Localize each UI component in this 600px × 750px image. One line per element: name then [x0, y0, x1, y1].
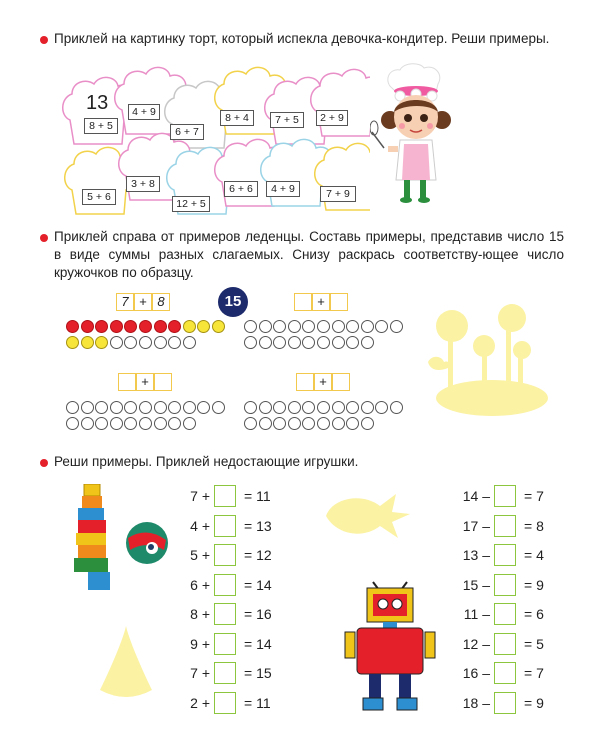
equation-row — [180, 514, 272, 538]
counting-circle[interactable] — [95, 401, 108, 414]
equation-left: 14 – — [462, 488, 490, 504]
answer-box[interactable] — [214, 544, 236, 566]
counting-circle[interactable] — [288, 336, 301, 349]
equation-row — [180, 602, 272, 626]
equation-right: = 4 — [524, 547, 544, 563]
hat-expression: 4 + 9 — [128, 104, 160, 120]
counting-circle[interactable] — [390, 401, 403, 414]
counting-circle[interactable] — [302, 320, 315, 333]
hat-expression: 4 + 9 — [266, 181, 300, 197]
ball-toy-illustration — [124, 520, 170, 566]
counting-circle — [154, 320, 167, 333]
equation-row — [180, 691, 271, 715]
counting-circle[interactable] — [183, 401, 196, 414]
counting-circle — [154, 336, 167, 349]
equation-row — [460, 632, 544, 656]
counting-circle[interactable] — [244, 320, 257, 333]
counting-circle[interactable] — [361, 336, 374, 349]
hat-expression: 12 + 5 — [172, 196, 210, 212]
counting-circle[interactable] — [346, 417, 359, 430]
addend-field[interactable] — [332, 373, 350, 391]
counting-circle — [212, 320, 225, 333]
hat-expression: 8 + 5 — [84, 118, 118, 134]
equation-left: 7 + — [190, 488, 210, 504]
counting-circle[interactable] — [95, 417, 108, 430]
cone-sticker-placeholder — [96, 624, 156, 702]
counting-circle[interactable] — [139, 401, 152, 414]
answer-box[interactable] — [494, 633, 516, 655]
counting-circle[interactable] — [361, 417, 374, 430]
equation-right: = 9 — [524, 694, 544, 711]
counting-circle[interactable] — [259, 417, 272, 430]
counting-circle[interactable] — [66, 401, 79, 414]
task2-bullet — [40, 234, 48, 242]
equation-right: = 13 — [244, 517, 272, 534]
counting-circle[interactable] — [110, 401, 123, 414]
counting-circle[interactable] — [332, 401, 345, 414]
equation-left: 7 + — [190, 665, 210, 681]
counting-circle[interactable] — [288, 401, 301, 414]
equation-left: 2 + — [190, 694, 210, 711]
counting-circle[interactable] — [317, 417, 330, 430]
counting-circle[interactable] — [361, 320, 374, 333]
counting-circle[interactable] — [317, 401, 330, 414]
lollipop-sticker-placeholder — [422, 302, 552, 422]
counting-circle — [168, 320, 181, 333]
sum-box-bottom-left[interactable] — [118, 373, 172, 391]
counting-circle — [197, 320, 210, 333]
counting-circle[interactable] — [375, 320, 388, 333]
equation-left: 17 – — [462, 517, 490, 534]
equation-left: 9 + — [190, 635, 210, 652]
equation-right: = 15 — [244, 665, 272, 681]
equation-left: 8 + — [190, 606, 210, 622]
counting-circle[interactable] — [302, 417, 315, 430]
counting-circle[interactable] — [332, 320, 345, 333]
counting-circle — [95, 336, 108, 349]
equation-right: = 14 — [244, 576, 272, 593]
answer-box[interactable] — [214, 574, 236, 596]
hat-expression: 2 + 9 — [316, 110, 348, 126]
equation-right: = 7 — [524, 488, 544, 504]
equation-left: 6 + — [190, 576, 210, 593]
counting-circle[interactable] — [168, 417, 181, 430]
equation-right: = 6 — [524, 606, 544, 622]
counting-circle[interactable] — [66, 417, 79, 430]
counting-circle[interactable] — [154, 417, 167, 430]
counting-circle — [110, 336, 123, 349]
counting-circle — [66, 336, 79, 349]
task2-text: Приклей справа от примеров леденцы. Составь примеры, представив число 15 в виде суммы разных слагаемых. Снизу раскрась соответству-ющее число кружочков по образцу. — [54, 229, 564, 280]
equation-left: 15 – — [462, 576, 490, 593]
chef-girl-illustration — [370, 62, 460, 212]
equation-row — [180, 543, 272, 567]
task1-bullet — [40, 36, 48, 44]
task3-text: Реши примеры. Приклей недостающие игрушки. — [54, 454, 359, 469]
answer-box[interactable] — [214, 603, 236, 625]
sum-plus: + — [134, 293, 152, 311]
answer-box[interactable] — [494, 603, 516, 625]
counting-circle[interactable] — [212, 401, 225, 414]
counting-circle[interactable] — [273, 401, 286, 414]
counting-circle[interactable] — [154, 401, 167, 414]
counting-circle — [66, 320, 79, 333]
counting-circle[interactable] — [81, 401, 94, 414]
counting-circle[interactable] — [332, 417, 345, 430]
answer-box[interactable] — [214, 485, 236, 507]
addend-field[interactable] — [118, 373, 136, 391]
answer-box[interactable] — [494, 692, 516, 714]
counting-circle[interactable] — [302, 401, 315, 414]
hat-expression: 6 + 6 — [224, 181, 258, 197]
sum-addend-2: 8 — [152, 293, 170, 311]
counting-circle — [124, 336, 137, 349]
number-badge: 15 — [218, 287, 248, 317]
fish-sticker-placeholder — [322, 486, 412, 546]
counting-circle[interactable] — [390, 320, 403, 333]
sample-sum-box — [116, 293, 170, 311]
counting-circle[interactable] — [375, 401, 388, 414]
equation-right: = 9 — [524, 576, 544, 593]
equation-row — [460, 514, 544, 538]
counting-circle[interactable] — [124, 401, 137, 414]
equation-row — [180, 661, 272, 685]
equation-row — [180, 573, 272, 597]
counting-circle[interactable] — [346, 320, 359, 333]
addend-field[interactable] — [296, 373, 314, 391]
task1-text: Приклей на картинку торт, который испекла девочка-кондитер. Реши примеры. — [54, 31, 550, 46]
counting-circle — [110, 320, 123, 333]
equation-row — [460, 484, 544, 508]
answer-box[interactable] — [494, 515, 516, 537]
counting-circle[interactable] — [288, 320, 301, 333]
hat-expression: 7 + 5 — [270, 112, 304, 128]
counting-circle[interactable] — [183, 417, 196, 430]
equation-right: = 7 — [524, 665, 544, 681]
big-number: 13 — [86, 92, 109, 114]
counting-circle[interactable] — [244, 401, 257, 414]
counting-circle — [139, 336, 152, 349]
counting-circle — [139, 320, 152, 333]
counting-circle[interactable] — [259, 401, 272, 414]
equation-right: = 14 — [244, 635, 272, 652]
counting-circle — [95, 320, 108, 333]
counting-circle[interactable] — [168, 401, 181, 414]
counting-circle[interactable] — [110, 417, 123, 430]
hat-expression: 8 + 4 — [220, 110, 254, 126]
counting-circle[interactable] — [81, 417, 94, 430]
circle-grid-top-right[interactable] — [244, 320, 408, 352]
task3-bullet — [40, 459, 48, 467]
counting-circle[interactable] — [139, 417, 152, 430]
equation-row — [460, 573, 544, 597]
equation-right: = 16 — [244, 606, 272, 622]
equation-row — [460, 691, 544, 715]
addend-field[interactable] — [330, 293, 348, 311]
equation-row — [180, 632, 272, 656]
answer-box[interactable] — [494, 574, 516, 596]
hat-expression: 3 + 8 — [126, 176, 160, 192]
counting-circle[interactable] — [346, 336, 359, 349]
counting-circle[interactable] — [317, 320, 330, 333]
counting-circle — [81, 320, 94, 333]
equation-right: = 12 — [244, 547, 272, 563]
answer-box[interactable] — [214, 662, 236, 684]
equation-left: 12 – — [462, 635, 490, 652]
sum-plus: + — [312, 293, 330, 311]
sum-plus: + — [136, 373, 154, 391]
hat-expression: 5 + 6 — [82, 189, 116, 205]
robot-toy-illustration — [343, 580, 437, 712]
counting-circle[interactable] — [361, 401, 374, 414]
counting-circle[interactable] — [259, 336, 272, 349]
equation-left: 11 – — [463, 606, 490, 622]
equation-right: = 11 — [244, 694, 271, 711]
answer-box[interactable] — [214, 692, 236, 714]
hat-expression: 7 + 9 — [320, 186, 356, 202]
counting-circle[interactable] — [273, 417, 286, 430]
addend-field[interactable] — [294, 293, 312, 311]
pyramid-toy-illustration — [70, 484, 120, 596]
equation-left: 4 + — [190, 517, 210, 534]
counting-circle[interactable] — [273, 320, 286, 333]
circle-grid-sample — [66, 320, 230, 352]
sum-addend-1: 7 — [116, 293, 134, 311]
counting-circle[interactable] — [273, 336, 286, 349]
sum-box-top-right[interactable] — [294, 293, 348, 311]
counting-circle — [81, 336, 94, 349]
circle-grid-bottom-left[interactable] — [66, 401, 230, 433]
counting-circle[interactable] — [124, 417, 137, 430]
counting-circle[interactable] — [332, 336, 345, 349]
counting-circle[interactable] — [197, 401, 210, 414]
equation-row — [460, 602, 544, 626]
counting-circle — [183, 320, 196, 333]
answer-box[interactable] — [494, 544, 516, 566]
counting-circle — [183, 336, 196, 349]
equation-row — [460, 543, 544, 567]
equation-row — [460, 661, 544, 685]
hat-expression: 6 + 7 — [170, 124, 204, 140]
counting-circle[interactable] — [244, 417, 257, 430]
equation-right: = 11 — [244, 488, 271, 504]
counting-circle[interactable] — [288, 417, 301, 430]
answer-box[interactable] — [214, 633, 236, 655]
equation-right: = 5 — [524, 635, 544, 652]
answer-box[interactable] — [494, 485, 516, 507]
equation-left: 18 – — [462, 694, 490, 711]
counting-circle — [168, 336, 181, 349]
equation-right: = 8 — [524, 517, 544, 534]
equation-left: 13 – — [462, 547, 490, 563]
counting-circle[interactable] — [259, 320, 272, 333]
counting-circle — [124, 320, 137, 333]
answer-box[interactable] — [214, 515, 236, 537]
sum-box-bottom-right[interactable] — [296, 373, 350, 391]
circle-grid-bottom-right[interactable] — [244, 401, 408, 433]
counting-circle[interactable] — [317, 336, 330, 349]
counting-circle[interactable] — [346, 401, 359, 414]
equation-left: 16 – — [462, 665, 490, 681]
counting-circle[interactable] — [302, 336, 315, 349]
addend-field[interactable] — [154, 373, 172, 391]
counting-circle[interactable] — [244, 336, 257, 349]
sum-plus: + — [314, 373, 332, 391]
equation-row — [180, 484, 271, 508]
answer-box[interactable] — [494, 662, 516, 684]
equation-left: 5 + — [190, 547, 210, 563]
